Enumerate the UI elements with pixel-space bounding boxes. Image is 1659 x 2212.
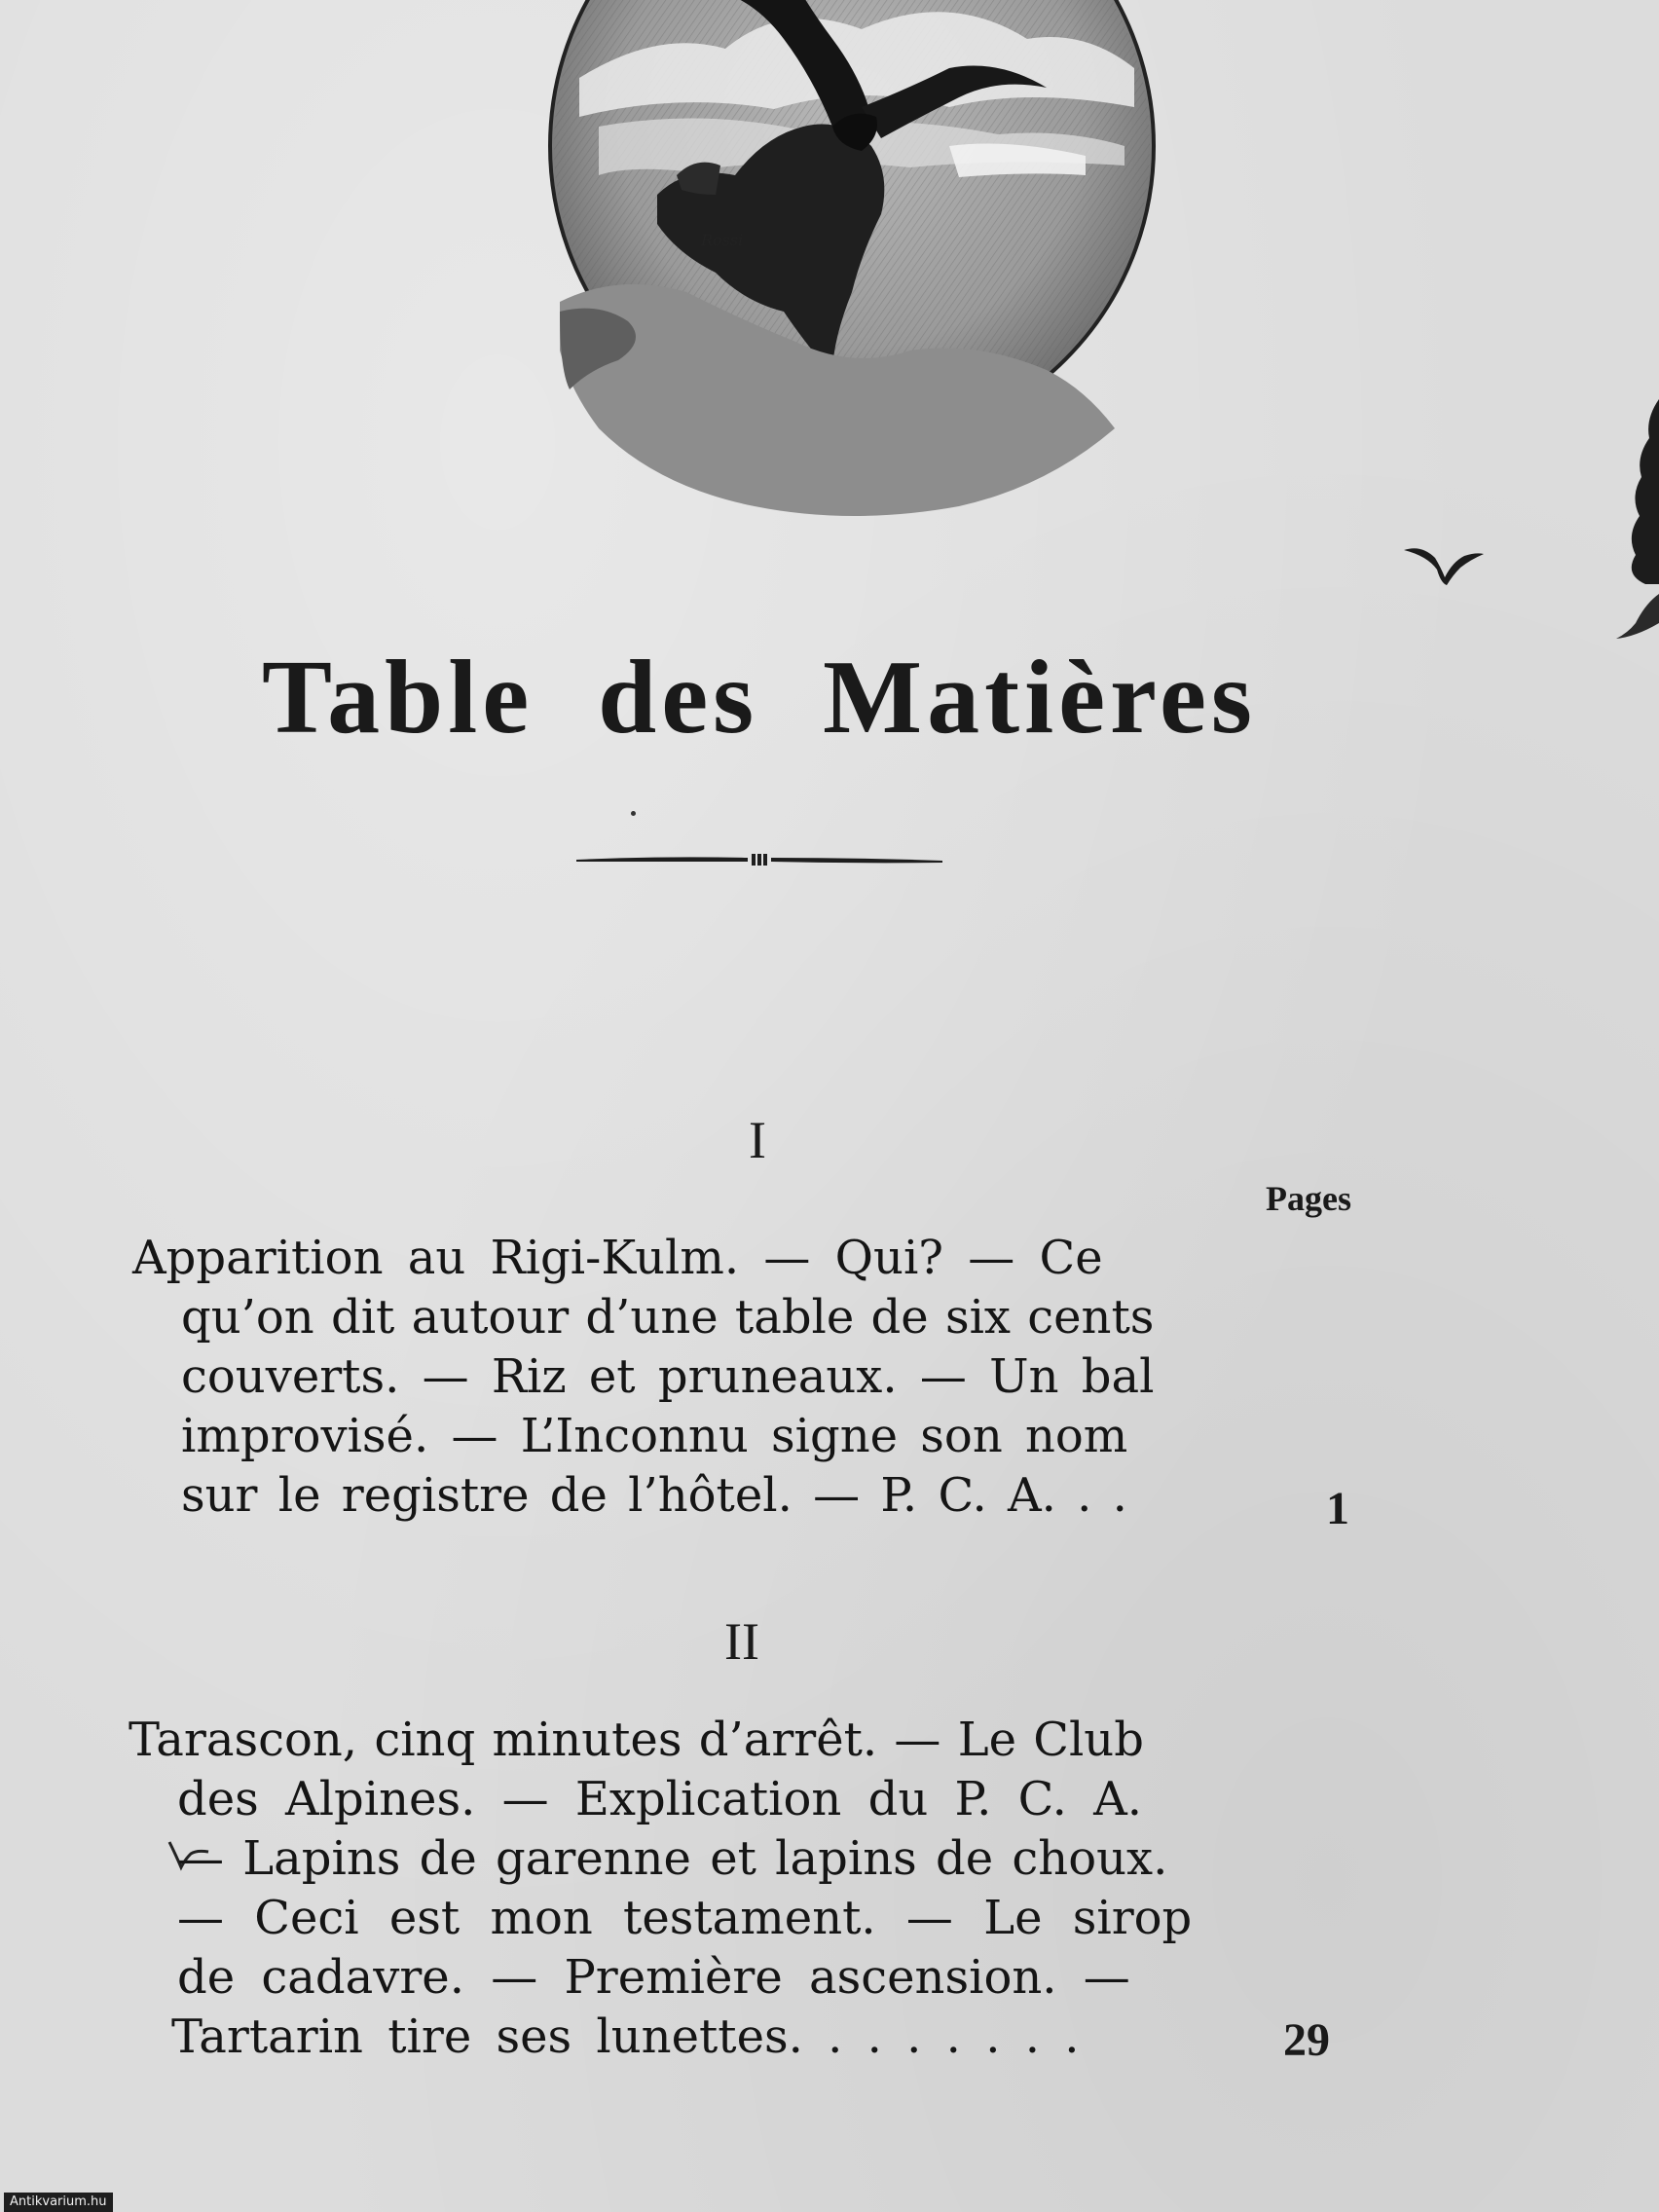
small-bird-illustration xyxy=(1402,540,1485,589)
edge-tree-illustration xyxy=(1606,399,1659,643)
entry-line: Tarascon, cinq minutes d’arrêt. — Le Club xyxy=(129,1713,1144,1767)
entry-line: sur le registre de l’hôtel. — P. C. A. . . xyxy=(181,1468,1127,1523)
page-title: Table des Matières xyxy=(262,640,1257,756)
watermark-badge: Antikvarium.hu xyxy=(4,2193,113,2212)
pages-column-label: Pages xyxy=(1266,1179,1351,1218)
entry-line: improvisé. — L’Inconnu signe son nom xyxy=(181,1409,1128,1463)
entry-line: couverts. — Riz et pruneaux. — Un bal xyxy=(181,1349,1155,1404)
entry-line: Tartarin tire ses lunettes. . . . . . . . xyxy=(171,2009,1080,2064)
page-number: 29 xyxy=(1283,2014,1330,2066)
entry-line: qu’on dit autour d’une table de six cents xyxy=(181,1290,1155,1345)
entry-line: de cadavre. — Première ascension. — xyxy=(177,1950,1130,2005)
ink-speck xyxy=(631,811,636,816)
title-divider-ornament xyxy=(574,845,944,874)
eagle-vignette-illustration xyxy=(540,0,1163,526)
entry-line: — Lapins de garenne et lapins de choux. xyxy=(177,1831,1168,1886)
page-number: 1 xyxy=(1326,1483,1349,1534)
chapter-number: I xyxy=(749,1111,766,1169)
svg-text:Rossi: Rossi xyxy=(701,231,744,249)
entry-line: Apparition au Rigi-Kulm. — Qui? — Ce xyxy=(132,1231,1103,1285)
entry-line: — Ceci est mon testament. — Le sirop xyxy=(177,1891,1193,1945)
entry-line: des Alpines. — Explication du P. C. A. xyxy=(177,1772,1143,1826)
chapter-number: II xyxy=(724,1612,759,1671)
